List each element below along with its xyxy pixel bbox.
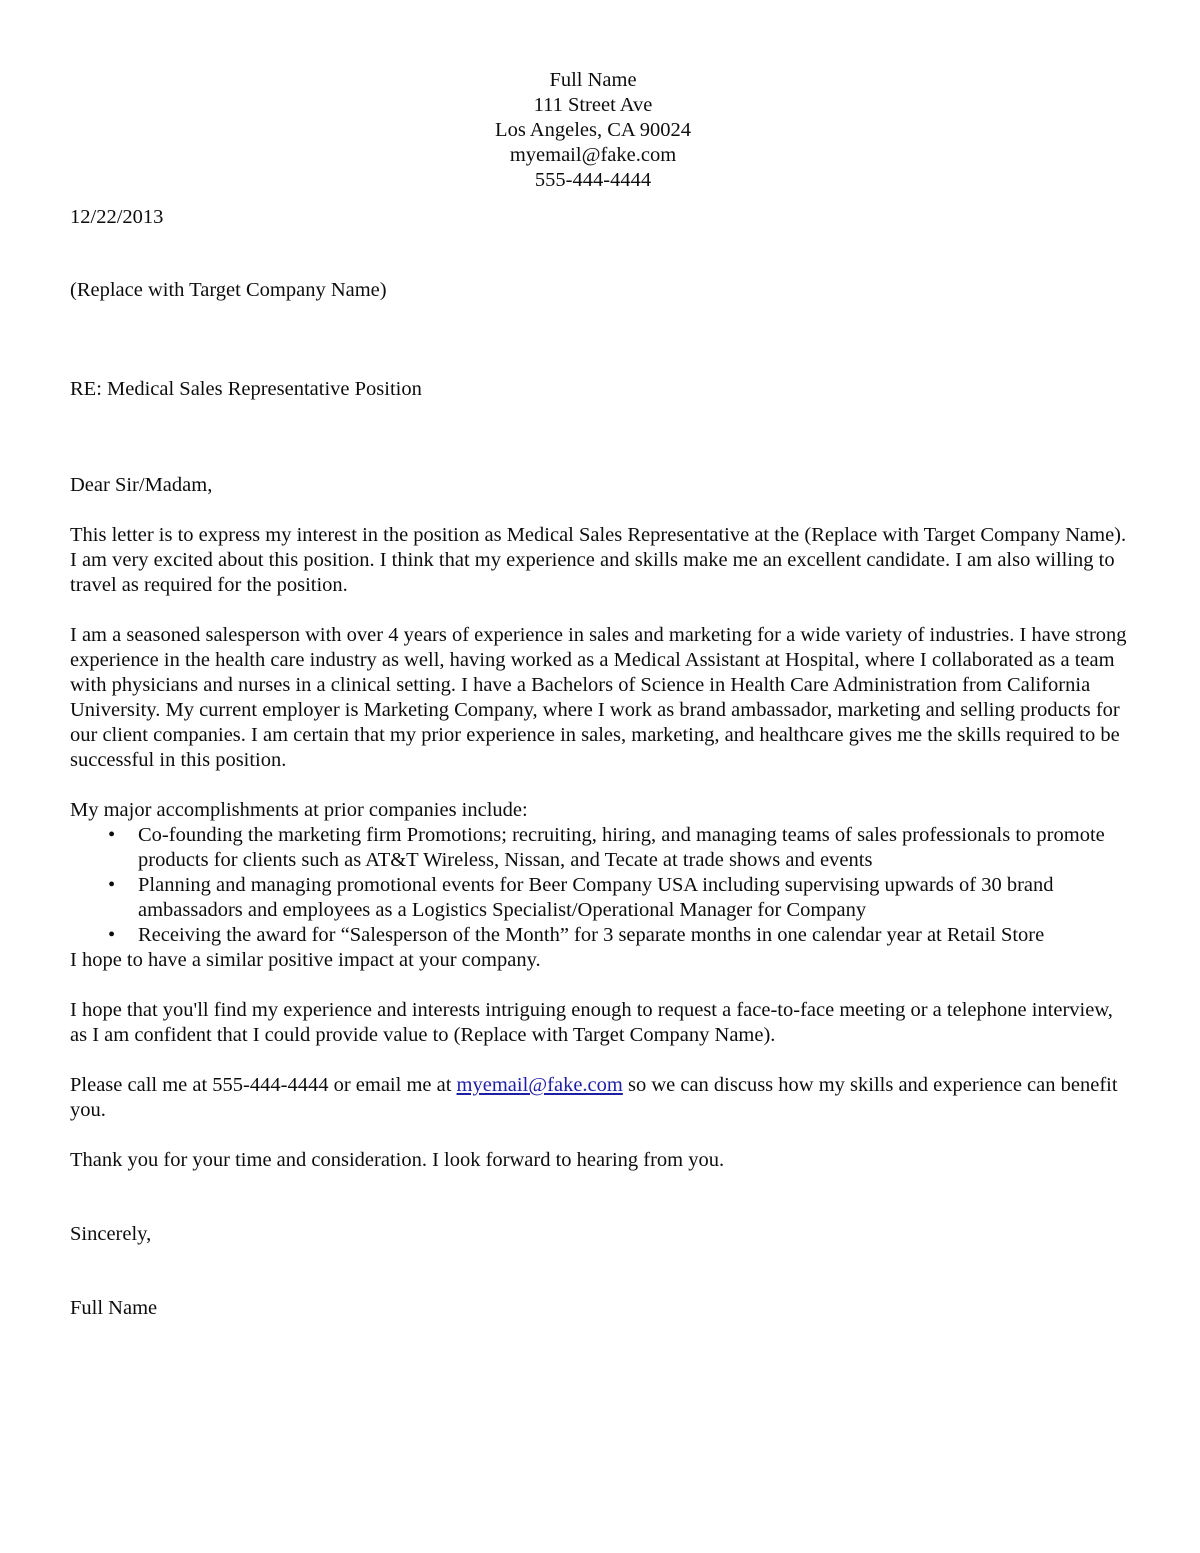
sender-phone: 555-444-4444 [534, 169, 652, 191]
body-paragraph-1: This letter is to express my interest in the position as Medical Sales Representative at the (Replace with Target Company Name). I am very excited about this position. I think that my experience and skills make me an excellent candidate. I am also willing to travel as required for the position. [70, 524, 1127, 596]
bullet-icon: • [108, 874, 116, 896]
letter-body [70, 0, 1130, 1321]
list-item-text: Planning and managing promotional events for Beer Company USA including supervising upwards of 30 brand ambassadors and employees as a Logistics Specialist/Operational Manager for Company [138, 874, 1054, 921]
accomplishments-list [70, 823, 1130, 948]
list-item [70, 923, 1130, 948]
contact-paragraph [70, 1048, 1130, 1123]
list-item [70, 823, 1130, 873]
salutation: Dear Sir/Madam, [70, 474, 213, 496]
list-item-text: Co-founding the marketing firm Promotions; recruiting, hiring, and managing teams of sales professionals to promote products for clients such as AT&T Wireless, Nissan, and Tecate at trade shows and events [138, 824, 1105, 871]
body-paragraph-2: I am a seasoned salesperson with over 4 years of experience in sales and marketing for a wide variety of industries. I have strong experience in the health care industry as well, having worked as a Medical Assistant at Hospital, where I collaborated as a team with physicians and nurses in a clinical setting. I have a Bachelors of Science in Health Care Administration from California University. My current employer is Marketing Company, where I work as brand ambassador, marketing and selling products for our client companies. I am certain that my prior experience in sales, marketing, and healthcare gives me the skills required to be successful in this position. [70, 624, 1127, 771]
sender-city-state-zip: Los Angeles, CA 90024 [495, 119, 691, 141]
signature-name: Full Name [70, 1297, 158, 1319]
after-bullets-line: I hope to have a similar positive impact at your company. [70, 949, 541, 971]
contact-text-before-link: Please call me at 555-444-4444 or email me at [70, 1074, 457, 1096]
contact-text-after-link: so we can discuss how my skills and experience can benefit you. [70, 1074, 1118, 1121]
sender-header-block [63, 0, 1123, 193]
sender-email: myemail@fake.com [509, 144, 677, 166]
bullet-icon: • [108, 924, 116, 946]
closing-paragraph-2: Thank you for your time and consideration. I look forward to hearing from you. [70, 1149, 725, 1171]
closing-paragraph-1: I hope that you'll find my experience and interests intriguing enough to request a face-to-face meeting or a telephone interview, as I am confident that I could provide value to (Replace with Target Company Name). [70, 999, 1113, 1046]
accomplishments-intro: My major accomplishments at prior companies include: [70, 799, 528, 821]
letter-date: 12/22/2013 [70, 206, 164, 228]
list-item [70, 873, 1130, 923]
list-item-text: Receiving the award for “Salesperson of the Month” for 3 separate months in one calendar year at Retail Store [138, 924, 1045, 946]
sign-off: Sincerely, [70, 1223, 152, 1245]
sender-name: Full Name [549, 69, 637, 91]
sender-street: 111 Street Ave [533, 94, 653, 116]
recipient-company-name: (Replace with Target Company Name) [70, 279, 387, 301]
email-link[interactable]: myemail@fake.com [456, 1074, 623, 1096]
bullet-icon: • [108, 824, 116, 846]
subject-line: RE: Medical Sales Representative Position [70, 378, 422, 400]
